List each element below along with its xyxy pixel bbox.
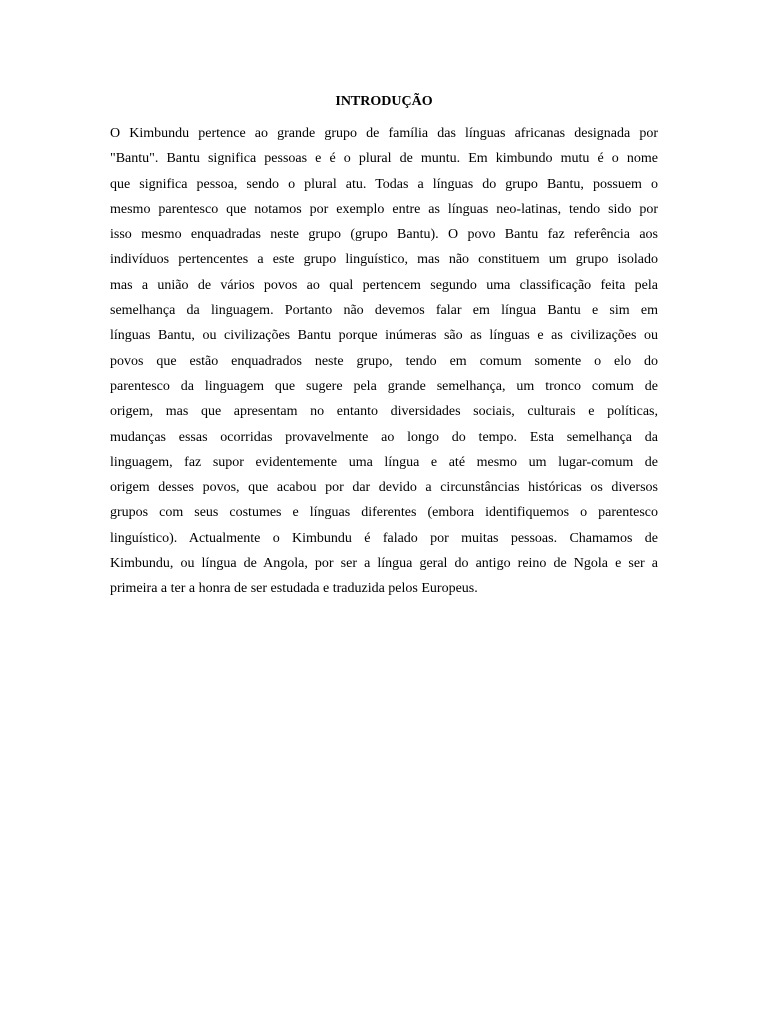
- paragraph-line: linguagem, faz supor evidentemente uma língua e até mesmo um lugar-comum de: [110, 454, 658, 470]
- paragraph-line: "Bantu". Bantu significa pessoas e é o plural de muntu. Em kimbundo mutu é o nome: [110, 151, 658, 167]
- paragraph-line: indivíduos pertencentes a este grupo linguístico, mas não constituem um grupo isolado: [110, 252, 658, 268]
- paragraph-line: origem desses povos, que acabou por dar devido a circunstâncias históricas os diversos: [110, 480, 658, 496]
- paragraph-line: povos que estão enquadrados neste grupo, tendo em comum somente o elo do: [110, 353, 658, 369]
- paragraph-line: primeira a ter a honra de ser estudada e traduzida pelos Europeus.: [110, 581, 478, 597]
- paragraph-line: Kimbundu, ou língua de Angola, por ser a língua geral do antigo reino de Ngola e ser a: [110, 556, 658, 572]
- document-title: INTRODUÇÃO: [335, 94, 433, 109]
- paragraph-line: isso mesmo enquadradas neste grupo (grupo Bantu). O povo Bantu faz referência aos: [110, 227, 658, 243]
- paragraph-line: O Kimbundu pertence ao grande grupo de família das línguas africanas designada por: [110, 126, 658, 141]
- paragraph-line: origem, mas que apresentam no entanto diversidades sociais, culturais e políticas,: [110, 404, 658, 420]
- paragraph-line: que significa pessoa, sendo o plural atu. Todas a línguas do grupo Bantu, possuem o: [110, 176, 658, 192]
- body-paragraph: [110, 121, 658, 602]
- paragraph-line: mas a união de vários povos ao qual pertencem segundo uma classificação feita pela: [110, 277, 658, 293]
- paragraph-line: grupos com seus costumes e línguas diferentes (embora identifiquemos o parentesco: [110, 505, 658, 521]
- paragraph-line: línguas Bantu, ou civilizações Bantu porque inúmeras são as línguas e as civilizações ou: [110, 328, 658, 344]
- paragraph-line: parentesco da linguagem que sugere pela grande semelhança, um tronco comum de: [110, 378, 658, 394]
- paragraph-line: linguístico). Actualmente o Kimbundu é falado por muitas pessoas. Chamamos de: [110, 530, 658, 546]
- paragraph-line: mesmo parentesco que notamos por exemplo entre as línguas neo-latinas, tendo sido por: [110, 201, 658, 217]
- paragraph-line: semelhança da linguagem. Portanto não devemos falar em língua Bantu e sim em: [110, 303, 658, 319]
- paragraph-line: mudanças essas ocorridas provavelmente ao longo do tempo. Esta semelhança da: [110, 429, 658, 445]
